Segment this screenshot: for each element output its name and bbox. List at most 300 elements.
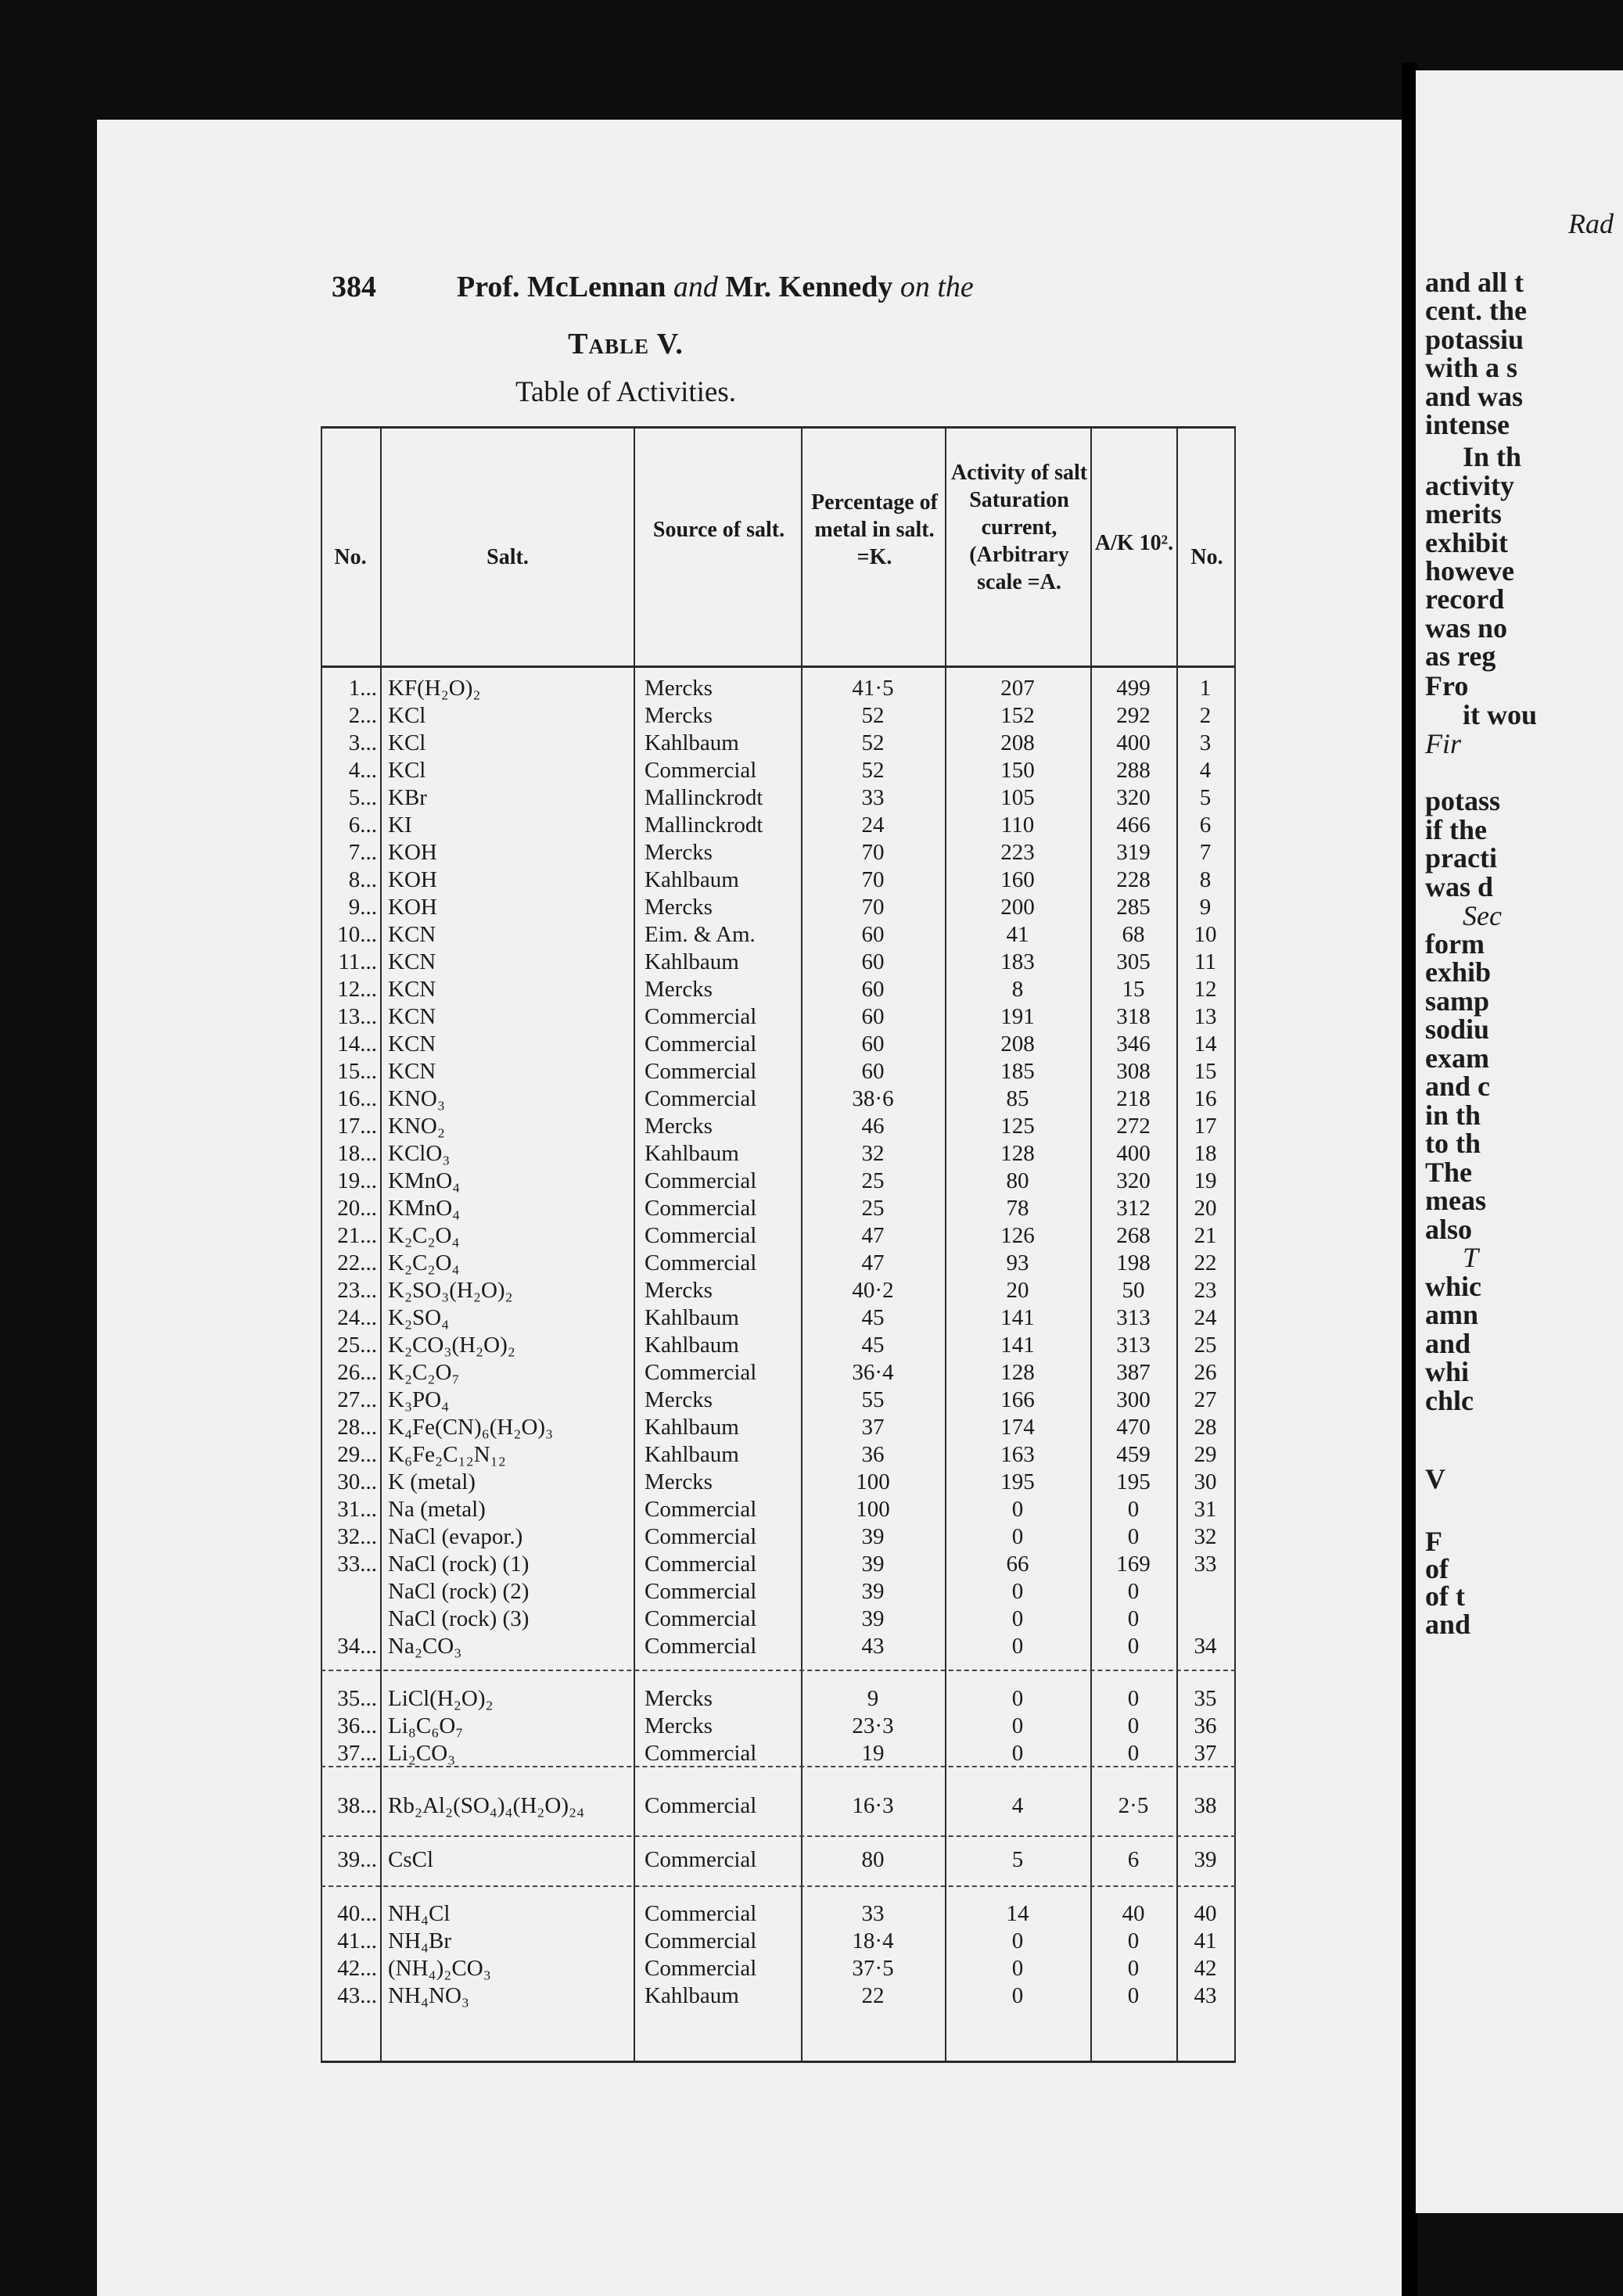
row-number-right: 5 bbox=[1199, 785, 1212, 810]
activity-ratio: 0 bbox=[1127, 1983, 1140, 2008]
salt-formula: K₂SO₃(H₂O)₂ bbox=[388, 1278, 513, 1303]
salt-source: Mercks bbox=[645, 1713, 713, 1738]
activity-value: 207 bbox=[1000, 676, 1035, 701]
salt-name bbox=[388, 1792, 632, 1819]
activity-ratio: 320 bbox=[1116, 785, 1151, 810]
activity-ratio: 318 bbox=[1116, 1004, 1151, 1029]
salt-formula: NaCl (rock) (2) bbox=[388, 1579, 530, 1604]
salt-formula: KCN bbox=[388, 1004, 436, 1029]
salt-name bbox=[388, 730, 632, 756]
salt-name bbox=[388, 757, 632, 784]
facing-page-line: V bbox=[1425, 1463, 1445, 1494]
row-number-right: 3 bbox=[1199, 730, 1212, 755]
salt-name bbox=[388, 1955, 632, 1982]
metal-percentage: 39 bbox=[861, 1524, 885, 1549]
metal-percentage: 60 bbox=[861, 922, 885, 947]
salt-formula: KCN bbox=[388, 977, 436, 1002]
metal-percentage: 41·5 bbox=[852, 676, 894, 701]
metal-percentage: 23·3 bbox=[852, 1713, 894, 1738]
activity-ratio: 50 bbox=[1122, 1278, 1145, 1303]
row-number-right: 13 bbox=[1194, 1004, 1217, 1029]
metal-percentage: 55 bbox=[861, 1387, 885, 1412]
row-number-right: 43 bbox=[1194, 1983, 1217, 2008]
salt-formula: CsCl bbox=[388, 1847, 434, 1872]
activity-ratio: 2·5 bbox=[1118, 1793, 1149, 1818]
facing-page-line: whic bbox=[1425, 1271, 1481, 1302]
metal-percentage: 45 bbox=[861, 1333, 885, 1358]
facing-page bbox=[1416, 70, 1623, 2213]
salt-formula: NaCl (rock) (3) bbox=[388, 1606, 530, 1631]
facing-page-line: was d bbox=[1425, 871, 1494, 902]
row-number-right: 40 bbox=[1194, 1901, 1217, 1926]
table-column-rule bbox=[634, 426, 635, 2063]
metal-percentage: 52 bbox=[861, 730, 885, 755]
activity-value: 66 bbox=[1006, 1552, 1029, 1577]
salt-name bbox=[388, 812, 632, 838]
activities-table bbox=[321, 426, 1236, 2063]
activity-value: 166 bbox=[1000, 1387, 1035, 1412]
facing-page-line: Sec bbox=[1463, 900, 1502, 931]
facing-page-line: cent. the bbox=[1425, 295, 1527, 326]
metal-percentage: 36 bbox=[861, 1442, 885, 1467]
salt-source: Commercial bbox=[645, 1928, 757, 1953]
activity-ratio: 499 bbox=[1116, 676, 1151, 701]
activity-ratio: 313 bbox=[1116, 1305, 1151, 1330]
facing-page-line: samp bbox=[1425, 985, 1490, 1017]
table-column-rule bbox=[1234, 426, 1236, 2063]
row-number-right: 32 bbox=[1194, 1524, 1217, 1549]
row-number: 30... bbox=[337, 1469, 377, 1494]
row-number: 42... bbox=[337, 1956, 377, 1981]
salt-name bbox=[388, 1414, 632, 1440]
row-number: 15... bbox=[337, 1059, 377, 1084]
activity-ratio: 292 bbox=[1116, 703, 1151, 728]
salt-formula: KCN bbox=[388, 1031, 436, 1057]
col-header-ratio: A/K 10². bbox=[1094, 531, 1174, 555]
table-row-rule bbox=[321, 1885, 1236, 1887]
metal-percentage: 52 bbox=[861, 758, 885, 783]
facing-page-line: practi bbox=[1425, 842, 1497, 874]
col-header-salt: Salt. bbox=[487, 545, 529, 569]
salt-name bbox=[388, 921, 632, 948]
activity-ratio: 0 bbox=[1127, 1579, 1140, 1604]
row-number-right: 38 bbox=[1194, 1793, 1217, 1818]
activity-ratio: 459 bbox=[1116, 1442, 1151, 1467]
salt-source: Mercks bbox=[645, 1469, 713, 1494]
row-number: 40... bbox=[337, 1901, 377, 1926]
row-number: 14... bbox=[337, 1031, 377, 1057]
row-number: 9... bbox=[348, 895, 377, 920]
metal-percentage: 22 bbox=[861, 1983, 885, 2008]
activity-value: 85 bbox=[1006, 1086, 1029, 1111]
salt-source: Kahlbaum bbox=[645, 1415, 739, 1440]
facing-page-line: exam bbox=[1425, 1042, 1489, 1074]
activity-ratio: 305 bbox=[1116, 949, 1151, 974]
activity-value: 20 bbox=[1006, 1278, 1029, 1303]
salt-formula: Na (metal) bbox=[388, 1497, 486, 1522]
metal-percentage: 70 bbox=[861, 895, 885, 920]
salt-formula: KCl bbox=[388, 758, 426, 783]
activity-ratio: 312 bbox=[1116, 1196, 1151, 1221]
metal-percentage: 60 bbox=[861, 949, 885, 974]
row-number-right: 20 bbox=[1194, 1196, 1217, 1221]
salt-source: Mercks bbox=[645, 676, 713, 701]
salt-formula: K₆Fe₂C₁₂N₁₂ bbox=[388, 1442, 506, 1467]
row-number: 32... bbox=[337, 1524, 377, 1549]
table-row-rule bbox=[321, 1670, 1236, 1671]
table-row-rule bbox=[321, 426, 1236, 429]
salt-name bbox=[388, 1928, 632, 1954]
salt-name bbox=[388, 1140, 632, 1167]
metal-percentage: 70 bbox=[861, 840, 885, 865]
salt-formula: KCl bbox=[388, 730, 426, 755]
metal-percentage: 46 bbox=[861, 1114, 885, 1139]
activity-ratio: 308 bbox=[1116, 1059, 1151, 1084]
row-number: 16... bbox=[337, 1086, 377, 1111]
metal-percentage: 40·2 bbox=[852, 1278, 894, 1303]
row-number: 2... bbox=[348, 703, 377, 728]
salt-source: Kahlbaum bbox=[645, 1983, 739, 2008]
row-number: 35... bbox=[337, 1686, 377, 1711]
metal-percentage: 60 bbox=[861, 1031, 885, 1057]
activity-value: 141 bbox=[1000, 1305, 1035, 1330]
salt-formula: KCN bbox=[388, 949, 436, 974]
activity-value: 125 bbox=[1000, 1114, 1035, 1139]
salt-source: Commercial bbox=[645, 1059, 757, 1084]
salt-formula: NH₄Br bbox=[388, 1928, 451, 1953]
row-number: 6... bbox=[348, 813, 377, 838]
row-number: 19... bbox=[337, 1168, 377, 1193]
row-number-right: 22 bbox=[1194, 1250, 1217, 1275]
salt-source: Commercial bbox=[645, 1634, 757, 1659]
activity-ratio: 198 bbox=[1116, 1250, 1151, 1275]
page-gutter-shadow bbox=[1402, 63, 1417, 2296]
metal-percentage: 39 bbox=[861, 1579, 885, 1604]
facing-page-line: potassiu bbox=[1425, 324, 1524, 355]
salt-formula: K₂C₂O₄ bbox=[388, 1250, 460, 1275]
row-number-right: 41 bbox=[1194, 1928, 1217, 1953]
activity-ratio: 319 bbox=[1116, 840, 1151, 865]
salt-name bbox=[388, 1332, 632, 1358]
activity-ratio: 272 bbox=[1116, 1114, 1151, 1139]
metal-percentage: 37 bbox=[861, 1415, 885, 1440]
activity-value: 0 bbox=[1011, 1634, 1024, 1659]
salt-source: Kahlbaum bbox=[645, 1333, 739, 1358]
running-title: Prof. McLennan and Mr. Kennedy on the bbox=[457, 271, 974, 303]
salt-formula: K₄Fe(CN)₆(H₂O)₃ bbox=[388, 1415, 554, 1440]
facing-page-line: In th bbox=[1463, 441, 1522, 472]
facing-page-line: was no bbox=[1425, 612, 1508, 644]
facing-page-line: Fir bbox=[1425, 728, 1462, 759]
salt-name bbox=[388, 949, 632, 975]
facing-page-line: whi bbox=[1425, 1356, 1470, 1387]
salt-name bbox=[388, 1605, 632, 1632]
row-number-right: 14 bbox=[1194, 1031, 1217, 1057]
row-number: 24... bbox=[337, 1305, 377, 1330]
activity-ratio: 0 bbox=[1127, 1928, 1140, 1953]
activity-value: 93 bbox=[1006, 1250, 1029, 1275]
salt-formula: NH₄NO₃ bbox=[388, 1983, 469, 2008]
activity-value: 0 bbox=[1011, 1497, 1024, 1522]
facing-page-line: of bbox=[1425, 1553, 1449, 1584]
salt-name bbox=[388, 1277, 632, 1304]
salt-formula: KOH bbox=[388, 840, 437, 865]
row-number: 22... bbox=[337, 1250, 377, 1275]
salt-source: Kahlbaum bbox=[645, 1442, 739, 1467]
activity-value: 80 bbox=[1006, 1168, 1029, 1193]
activity-ratio: 288 bbox=[1116, 758, 1151, 783]
activity-ratio: 0 bbox=[1127, 1606, 1140, 1631]
row-number-right: 15 bbox=[1194, 1059, 1217, 1084]
activity-value: 4 bbox=[1011, 1793, 1024, 1818]
activity-ratio: 400 bbox=[1116, 1141, 1151, 1166]
table-row-rule bbox=[321, 1835, 1236, 1837]
salt-source: Commercial bbox=[645, 1956, 757, 1981]
salt-source: Commercial bbox=[645, 1196, 757, 1221]
activity-value: 0 bbox=[1011, 1713, 1024, 1738]
row-number: 7... bbox=[348, 840, 377, 865]
row-number: 36... bbox=[337, 1713, 377, 1738]
salt-name bbox=[388, 1031, 632, 1057]
metal-percentage: 43 bbox=[861, 1634, 885, 1659]
activity-value: 8 bbox=[1011, 977, 1024, 1002]
salt-source: Mercks bbox=[645, 977, 713, 1002]
row-number: 13... bbox=[337, 1004, 377, 1029]
activity-ratio: 195 bbox=[1116, 1469, 1151, 1494]
row-number-right: 6 bbox=[1199, 813, 1212, 838]
salt-name bbox=[388, 1685, 632, 1712]
row-number-right: 2 bbox=[1199, 703, 1212, 728]
row-number-right: 16 bbox=[1194, 1086, 1217, 1111]
facing-page-line: with a s bbox=[1425, 352, 1518, 383]
activity-value: 174 bbox=[1000, 1415, 1035, 1440]
activity-ratio: 470 bbox=[1116, 1415, 1151, 1440]
row-number-right: 11 bbox=[1194, 949, 1216, 974]
row-number-right: 17 bbox=[1194, 1114, 1217, 1139]
salt-formula: K₂C₂O₇ bbox=[388, 1360, 460, 1385]
activity-ratio: 0 bbox=[1127, 1741, 1140, 1766]
salt-source: Commercial bbox=[645, 1004, 757, 1029]
row-number: 23... bbox=[337, 1278, 377, 1303]
salt-formula: KMnO₄ bbox=[388, 1168, 461, 1193]
facing-page-line: and bbox=[1425, 1609, 1471, 1640]
facing-page-line: if the bbox=[1425, 814, 1487, 845]
row-number-right: 9 bbox=[1199, 895, 1212, 920]
activity-ratio: 387 bbox=[1116, 1360, 1151, 1385]
row-number-right: 28 bbox=[1194, 1415, 1217, 1440]
row-number-right: 31 bbox=[1194, 1497, 1217, 1522]
facing-page-line: intense bbox=[1425, 409, 1510, 440]
salt-formula: Rb₂Al₂(SO₄)₄(H₂O)₂₄ bbox=[388, 1793, 585, 1818]
salt-name bbox=[388, 784, 632, 811]
activity-ratio: 40 bbox=[1122, 1901, 1145, 1926]
activity-ratio: 228 bbox=[1116, 867, 1151, 892]
activity-ratio: 0 bbox=[1127, 1524, 1140, 1549]
row-number-right: 18 bbox=[1194, 1141, 1217, 1166]
row-number: 25... bbox=[337, 1333, 377, 1358]
row-number-right: 26 bbox=[1194, 1360, 1217, 1385]
row-number-right: 37 bbox=[1194, 1741, 1217, 1766]
activity-value: 110 bbox=[1000, 813, 1035, 838]
activity-value: 183 bbox=[1000, 949, 1035, 974]
facing-page-line: in th bbox=[1425, 1100, 1481, 1131]
salt-formula: KOH bbox=[388, 867, 437, 892]
col-header-source: Source of salt. bbox=[652, 518, 785, 542]
salt-name bbox=[388, 1250, 632, 1276]
activity-value: 223 bbox=[1000, 840, 1035, 865]
facing-page-line: Fro bbox=[1425, 670, 1469, 701]
row-number: 1... bbox=[348, 676, 377, 701]
row-number: 3... bbox=[348, 730, 377, 755]
row-number: 17... bbox=[337, 1114, 377, 1139]
salt-name bbox=[388, 1359, 632, 1386]
salt-source: Mercks bbox=[645, 1686, 713, 1711]
facing-page-line: and was bbox=[1425, 381, 1524, 412]
page-number: 384 bbox=[332, 271, 376, 303]
row-number-right: 35 bbox=[1194, 1686, 1217, 1711]
activity-value: 128 bbox=[1000, 1360, 1035, 1385]
table-caption: Table V. bbox=[568, 328, 684, 361]
row-number: 26... bbox=[337, 1360, 377, 1385]
salt-name bbox=[388, 866, 632, 893]
salt-source: Commercial bbox=[645, 1223, 757, 1248]
row-number-right: 34 bbox=[1194, 1634, 1217, 1659]
metal-percentage: 39 bbox=[861, 1552, 885, 1577]
salt-name bbox=[388, 1222, 632, 1249]
metal-percentage: 25 bbox=[861, 1168, 885, 1193]
facing-page-line: potass bbox=[1425, 785, 1501, 816]
facing-page-line: T bbox=[1463, 1242, 1479, 1273]
salt-name bbox=[388, 1195, 632, 1222]
row-number-right: 8 bbox=[1199, 867, 1212, 892]
activity-ratio: 15 bbox=[1122, 977, 1145, 1002]
activity-value: 0 bbox=[1011, 1524, 1024, 1549]
activity-value: 0 bbox=[1011, 1983, 1024, 2008]
row-number: 37... bbox=[337, 1741, 377, 1766]
metal-percentage: 70 bbox=[861, 867, 885, 892]
activity-value: 0 bbox=[1011, 1741, 1024, 1766]
facing-page-line: form bbox=[1425, 928, 1485, 960]
row-number-right: 23 bbox=[1194, 1278, 1217, 1303]
salt-formula: K₃PO₄ bbox=[388, 1387, 450, 1412]
activity-ratio: 320 bbox=[1116, 1168, 1151, 1193]
activity-ratio: 6 bbox=[1127, 1847, 1140, 1872]
activity-ratio: 0 bbox=[1127, 1956, 1140, 1981]
salt-source: Commercial bbox=[645, 1250, 757, 1275]
salt-formula: KF(H₂O)₂ bbox=[388, 676, 481, 701]
row-number-right: 12 bbox=[1194, 977, 1217, 1002]
salt-source: Commercial bbox=[645, 1497, 757, 1522]
salt-source: Mercks bbox=[645, 1278, 713, 1303]
row-number-right: 39 bbox=[1194, 1847, 1217, 1872]
salt-source: Mercks bbox=[645, 703, 713, 728]
salt-source: Commercial bbox=[645, 1793, 757, 1818]
facing-page-line: merits bbox=[1425, 498, 1502, 529]
row-number-right: 1 bbox=[1199, 676, 1212, 701]
metal-percentage: 24 bbox=[861, 813, 885, 838]
salt-formula: Li₂CO₃ bbox=[388, 1741, 456, 1766]
facing-page-line: activity bbox=[1425, 470, 1514, 501]
salt-formula: KOH bbox=[388, 895, 437, 920]
salt-name bbox=[388, 1523, 632, 1550]
salt-name bbox=[388, 1982, 632, 2009]
salt-formula: KClO₃ bbox=[388, 1141, 451, 1166]
salt-name bbox=[388, 1633, 632, 1659]
salt-formula: KBr bbox=[388, 785, 427, 810]
metal-percentage: 36·4 bbox=[852, 1360, 894, 1385]
salt-source: Mallinckrodt bbox=[645, 785, 763, 810]
salt-name bbox=[388, 702, 632, 729]
activity-value: 141 bbox=[1000, 1333, 1035, 1358]
salt-formula: NaCl (evapor.) bbox=[388, 1524, 523, 1549]
salt-source: Commercial bbox=[645, 1168, 757, 1193]
activity-ratio: 0 bbox=[1127, 1686, 1140, 1711]
row-number: 8... bbox=[348, 867, 377, 892]
salt-formula: K₂CO₃(H₂O)₂ bbox=[388, 1333, 515, 1358]
row-number: 4... bbox=[348, 758, 377, 783]
salt-source: Kahlbaum bbox=[645, 949, 739, 974]
facing-page-line: amn bbox=[1425, 1299, 1479, 1330]
row-number: 12... bbox=[337, 977, 377, 1002]
metal-percentage: 100 bbox=[856, 1497, 890, 1522]
salt-source: Commercial bbox=[645, 1847, 757, 1872]
salt-source: Mercks bbox=[645, 895, 713, 920]
salt-name bbox=[388, 1113, 632, 1139]
salt-formula: NaCl (rock) (1) bbox=[388, 1552, 530, 1577]
activity-ratio: 268 bbox=[1116, 1223, 1151, 1248]
activity-value: 150 bbox=[1000, 758, 1035, 783]
row-number: 18... bbox=[337, 1141, 377, 1166]
salt-formula: NH₄Cl bbox=[388, 1901, 451, 1926]
activity-ratio: 400 bbox=[1116, 730, 1151, 755]
facing-page-line: sodiu bbox=[1425, 1013, 1490, 1045]
running-header bbox=[332, 270, 1114, 309]
salt-name bbox=[388, 1441, 632, 1468]
salt-name bbox=[388, 1304, 632, 1331]
salt-source: Kahlbaum bbox=[645, 867, 739, 892]
facing-page-line: also bbox=[1425, 1214, 1473, 1245]
facing-page-line: Rad bbox=[1568, 208, 1614, 239]
salt-formula: KCN bbox=[388, 1059, 436, 1084]
metal-percentage: 18·4 bbox=[852, 1928, 894, 1953]
metal-percentage: 52 bbox=[861, 703, 885, 728]
salt-source: Eim. & Am. bbox=[645, 922, 756, 947]
row-number-right: 10 bbox=[1194, 922, 1217, 947]
salt-name bbox=[388, 894, 632, 920]
metal-percentage: 80 bbox=[861, 1847, 885, 1872]
salt-name bbox=[388, 1058, 632, 1085]
salt-name bbox=[388, 1900, 632, 1927]
activity-ratio: 68 bbox=[1122, 922, 1145, 947]
table-row-rule bbox=[321, 2061, 1236, 2063]
metal-percentage: 100 bbox=[856, 1469, 890, 1494]
metal-percentage: 9 bbox=[867, 1686, 879, 1711]
activity-value: 5 bbox=[1011, 1847, 1024, 1872]
salt-name bbox=[388, 1551, 632, 1577]
facing-page-line: as reg bbox=[1425, 640, 1496, 672]
metal-percentage: 25 bbox=[861, 1196, 885, 1221]
salt-source: Commercial bbox=[645, 1360, 757, 1385]
row-number: 31... bbox=[337, 1497, 377, 1522]
salt-source: Commercial bbox=[645, 1552, 757, 1577]
metal-percentage: 45 bbox=[861, 1305, 885, 1330]
salt-formula: K (metal) bbox=[388, 1469, 476, 1494]
activity-value: 160 bbox=[1000, 867, 1035, 892]
salt-source: Mercks bbox=[645, 840, 713, 865]
metal-percentage: 47 bbox=[861, 1223, 885, 1248]
salt-formula: KCl bbox=[388, 703, 426, 728]
salt-name bbox=[388, 1740, 632, 1767]
